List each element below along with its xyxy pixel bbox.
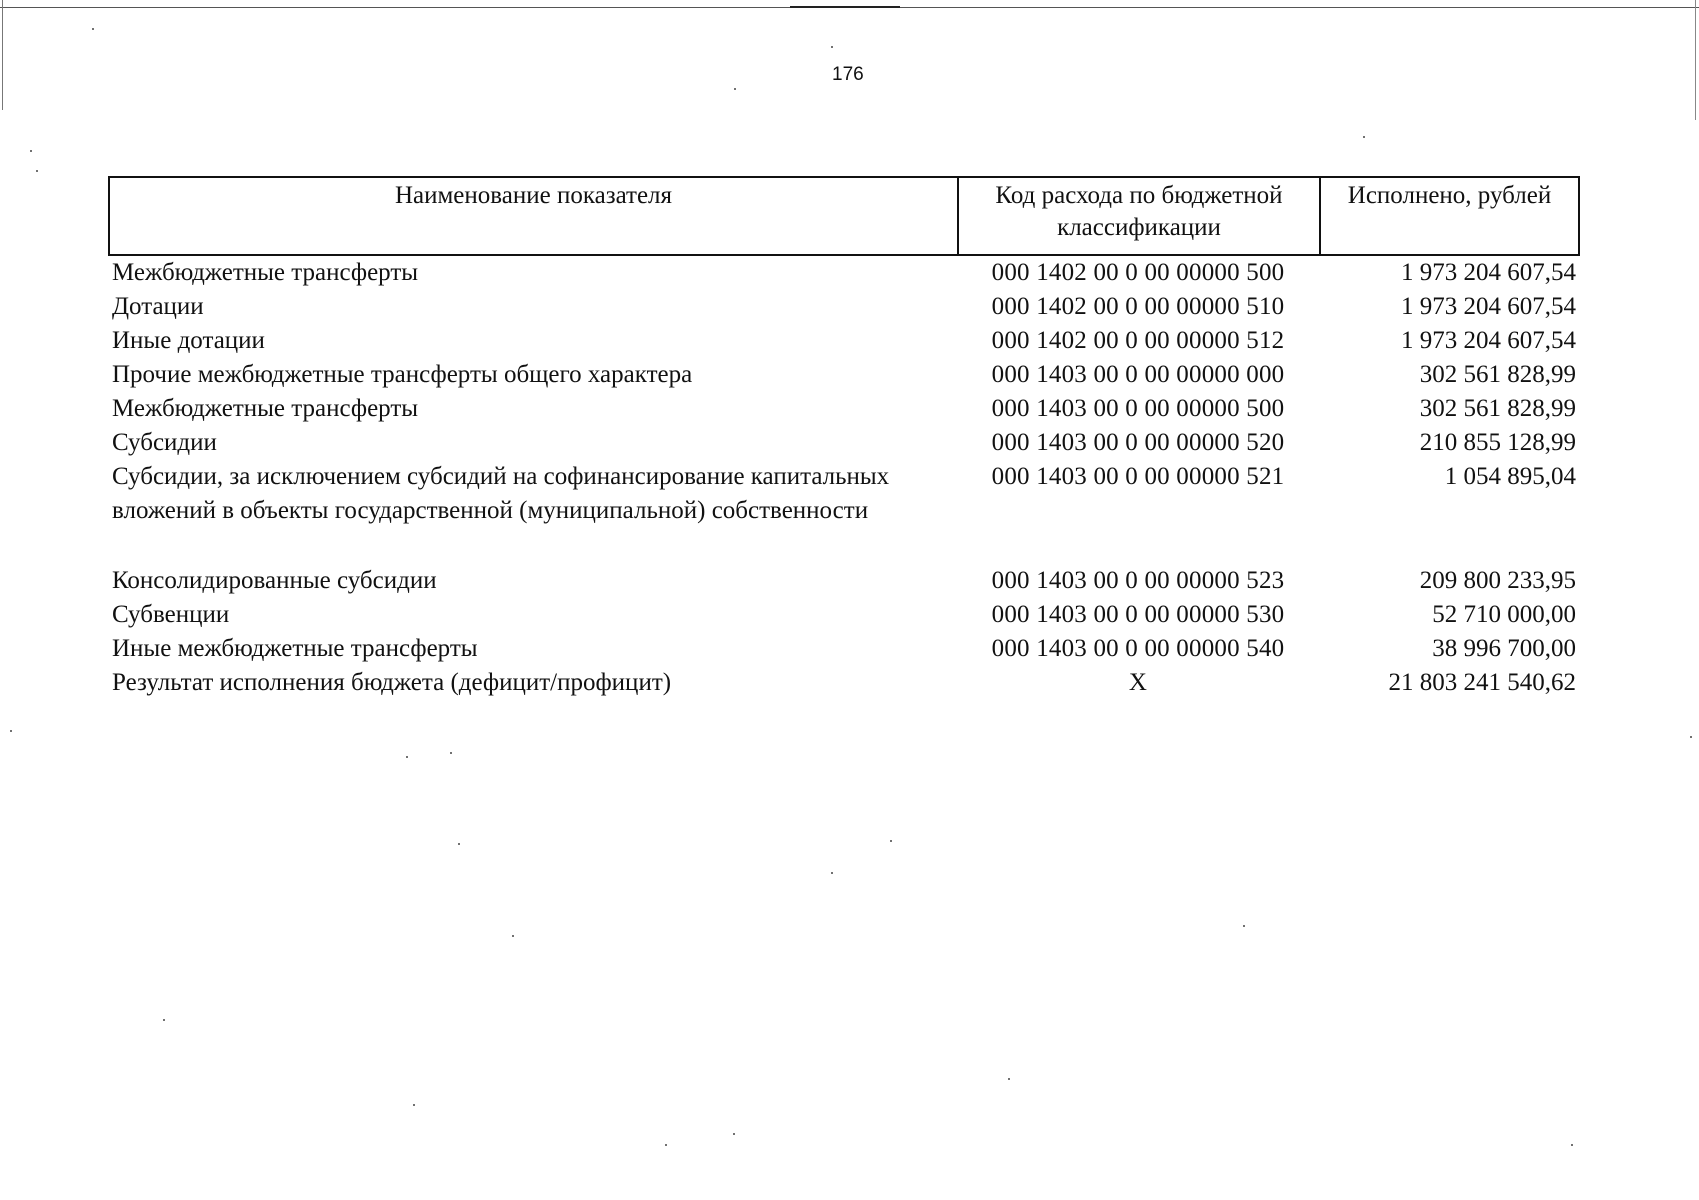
header-indicator-name: Наименование показателя [110, 178, 959, 254]
expense-code: 000 1403 00 0 00 00000 530 [991, 601, 1285, 628]
table-row [108, 564, 1580, 598]
table-row [108, 256, 1580, 290]
table-row [108, 632, 1580, 666]
indicator-name: Субсидии, за исключением субсидий на софинансирование капитальных вложений в объекты государственной (муниципальной) собственности [112, 463, 890, 524]
executed-amount: 302 561 828,99 [1419, 361, 1576, 388]
scan-border-right [1695, 0, 1696, 120]
page-number: 176 [832, 64, 864, 85]
indicator-name: Консолидированные субсидии [112, 567, 437, 594]
executed-amount: 21 803 241 540,62 [1388, 669, 1576, 696]
expense-code: 000 1403 00 0 00 00000 520 [991, 429, 1285, 456]
scan-speck [413, 1104, 415, 1106]
executed-amount: 52 710 000,00 [1432, 601, 1576, 628]
indicator-name: Субвенции [112, 601, 230, 628]
table-row [108, 426, 1580, 460]
expense-code: 000 1403 00 0 00 00000 540 [991, 635, 1285, 662]
expense-code: 000 1403 00 0 00 00000 000 [991, 361, 1285, 388]
table-row [108, 460, 1580, 528]
indicator-name: Субсидии [112, 429, 217, 456]
expense-code: X [1128, 669, 1148, 696]
scan-speck [406, 756, 408, 758]
expense-code: 000 1402 00 0 00 00000 500 [991, 259, 1285, 286]
scan-speck [92, 28, 94, 30]
table-row [108, 358, 1580, 392]
executed-amount: 210 855 128,99 [1419, 429, 1576, 456]
scan-speck [163, 1019, 165, 1021]
expense-code: 000 1403 00 0 00 00000 500 [991, 395, 1285, 422]
scan-speck [890, 840, 892, 842]
scan-speck [36, 170, 38, 172]
header-executed-amount: Исполнено, рублей [1347, 182, 1552, 209]
executed-amount: 1 973 204 607,54 [1401, 327, 1576, 354]
scan-speck [10, 730, 12, 732]
header-expense-code: Код расхода по бюджетной классификации [959, 178, 1321, 254]
scan-speck [512, 935, 514, 937]
scan-speck [1363, 136, 1365, 138]
indicator-name: Межбюджетные трансферты [112, 395, 419, 422]
expenditure-table [108, 176, 1580, 700]
table-row [108, 290, 1580, 324]
scan-speck [665, 1144, 667, 1146]
expense-code: 000 1402 00 0 00 00000 512 [991, 327, 1285, 354]
scan-speck [1690, 736, 1692, 738]
table-row [108, 392, 1580, 426]
scan-speck [1243, 925, 1245, 927]
table-row [108, 324, 1580, 358]
indicator-name: Результат исполнения бюджета (дефицит/профицит) [112, 669, 672, 696]
scan-speck [1008, 1078, 1010, 1080]
scan-border-left [2, 0, 3, 110]
scan-speck [458, 843, 460, 845]
expense-code: 000 1403 00 0 00 00000 521 [991, 463, 1285, 490]
executed-amount: 302 561 828,99 [1419, 395, 1576, 422]
scan-border-top-mark [790, 6, 900, 8]
executed-amount: 209 800 233,95 [1419, 567, 1576, 594]
scan-speck [831, 46, 833, 48]
indicator-name: Межбюджетные трансферты [112, 259, 419, 286]
scan-speck [733, 1133, 735, 1135]
expense-code: 000 1402 00 0 00 00000 510 [991, 293, 1285, 320]
table-row [108, 598, 1580, 632]
executed-amount: 1 054 895,04 [1444, 463, 1576, 490]
executed-amount: 1 973 204 607,54 [1401, 293, 1576, 320]
indicator-name: Дотации [112, 293, 204, 320]
indicator-name: Иные дотации [112, 327, 265, 354]
indicator-name: Иные межбюджетные трансферты [112, 635, 478, 662]
scan-speck [1571, 1144, 1573, 1146]
table-header [108, 176, 1580, 256]
expense-code: 000 1403 00 0 00 00000 523 [991, 567, 1285, 594]
scan-speck [831, 872, 833, 874]
table-body [108, 256, 1580, 700]
table-row [108, 666, 1580, 700]
indicator-name: Прочие межбюджетные трансферты общего характера [112, 361, 693, 388]
scan-speck [734, 88, 736, 90]
scan-speck [450, 752, 452, 754]
executed-amount: 38 996 700,00 [1432, 635, 1576, 662]
scan-speck [30, 150, 32, 152]
executed-amount: 1 973 204 607,54 [1401, 259, 1576, 286]
